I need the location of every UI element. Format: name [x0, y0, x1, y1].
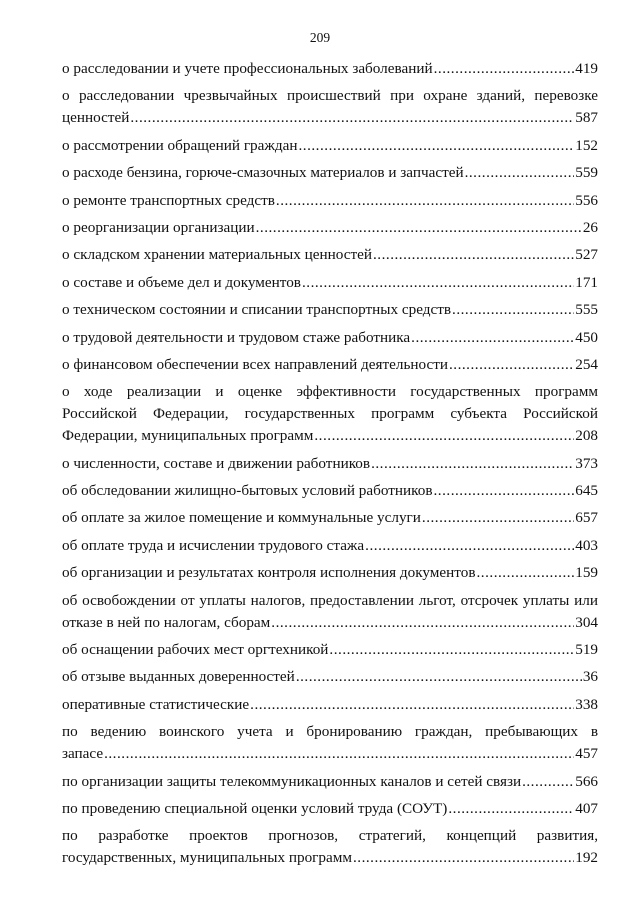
entry-text: о ремонте транспортных средств — [62, 191, 275, 209]
dot-leader — [276, 190, 574, 212]
index-entry — [62, 666, 598, 688]
entry-page-number: 657 — [575, 509, 598, 527]
entry-text: о реорганизации организации — [62, 218, 255, 236]
index-entry — [62, 354, 598, 376]
dot-leader — [353, 847, 574, 869]
entry-text-line: запасе — [62, 745, 104, 763]
entry-text-line: о ходе реализации и оценке эффективности государственных программ — [62, 383, 598, 401]
dot-leader — [329, 639, 574, 661]
dot-leader — [314, 425, 574, 447]
entry-text-line: Российской Федерации, государственных программ субъекта Российской — [62, 405, 598, 423]
entry-text: о техническом состоянии и списании транспортных средств — [62, 301, 452, 319]
dot-leader — [434, 58, 575, 80]
entry-text-line: Федерации, муниципальных программ — [62, 427, 314, 445]
dot-leader — [371, 453, 574, 475]
dot-leader — [296, 666, 582, 688]
index-entry — [62, 590, 598, 634]
index-entry — [62, 535, 598, 557]
entry-page-number: 407 — [575, 799, 598, 817]
entry-text-line: государственных, муниципальных программ — [62, 849, 352, 867]
entry-text-line: по ведению воинского учета и бронированию граждан, пребывающих в — [62, 723, 598, 741]
index-entry — [62, 327, 598, 349]
entry-last-line — [62, 847, 598, 869]
entry-page-number: 566 — [575, 772, 598, 790]
dot-leader — [256, 217, 582, 239]
index-entry — [62, 639, 598, 661]
entry-text-line: о расследовании чрезвычайных происшествий при охране зданий, перевозке — [62, 87, 598, 105]
dot-leader — [130, 107, 574, 129]
entry-text: о составе и объеме дел и документов — [62, 273, 301, 291]
dot-leader — [302, 272, 574, 294]
entry-page-number: 556 — [575, 191, 598, 209]
entry-text-line: отказе в ней по налогам, сборам — [62, 613, 271, 631]
dot-leader — [434, 480, 575, 502]
dot-leader — [465, 162, 575, 184]
entry-page-number: 559 — [575, 164, 598, 182]
index-entry — [62, 162, 598, 184]
index-entry — [62, 798, 598, 820]
entry-page-number: 587 — [575, 109, 598, 127]
entry-last-line — [62, 425, 598, 447]
entry-page-number: 457 — [575, 745, 598, 763]
index-entry — [62, 272, 598, 294]
dot-leader — [298, 135, 574, 157]
entry-text: по проведению специальной оценки условий труда (СОУТ) — [62, 799, 448, 817]
entry-page-number: 419 — [575, 60, 598, 77]
index-entry — [62, 507, 598, 529]
entry-text: об оснащении рабочих мест оргтехникой — [62, 641, 329, 659]
entry-text-line: по разработке проектов прогнозов, стратегий, концепций развития, — [62, 827, 598, 845]
entry-page-number: 527 — [575, 246, 598, 264]
dot-leader — [422, 507, 574, 529]
index-entry — [62, 381, 598, 447]
dot-leader — [373, 244, 574, 266]
index-entry — [62, 453, 598, 475]
dot-leader — [449, 354, 574, 376]
dot-leader — [452, 299, 574, 321]
entry-text: о трудовой деятельности и трудовом стаже работника — [62, 328, 411, 346]
dot-leader — [250, 694, 574, 716]
entry-page-number: 192 — [575, 849, 598, 867]
dot-leader — [522, 771, 574, 793]
entry-page-number: 338 — [575, 695, 598, 713]
subject-index — [62, 58, 598, 875]
entry-page-number: 304 — [575, 613, 598, 631]
index-entry — [62, 771, 598, 793]
entry-text: о рассмотрении обращений граждан — [62, 136, 298, 154]
entry-text: о численности, составе и движении работников — [62, 454, 371, 472]
entry-text: о расходе бензина, горюче-смазочных материалов и запчастей — [62, 164, 464, 182]
entry-page-number: 254 — [575, 355, 598, 373]
entry-text: о финансовом обеспечении всех направлений деятельности — [62, 355, 448, 373]
page-number: 209 — [309, 30, 331, 45]
entry-text: об оплате труда и исчислении трудового стажа — [62, 536, 365, 554]
dot-leader — [448, 798, 574, 820]
entry-page-number: 373 — [575, 454, 598, 472]
index-entry — [62, 480, 598, 502]
index-entry — [62, 299, 598, 321]
dot-leader — [104, 743, 574, 765]
entry-page-number: 208 — [575, 427, 598, 445]
entry-page-number: 36 — [582, 668, 598, 686]
entry-page-number: 450 — [575, 328, 598, 346]
entry-page-number: 152 — [575, 136, 598, 154]
entry-text-line: об освобождении от уплаты налогов, предоставлении льгот, отсрочек уплаты или — [62, 591, 598, 609]
dot-leader — [411, 327, 574, 349]
entry-text: оперативные статистические — [62, 695, 250, 713]
index-entry — [62, 58, 598, 80]
index-entry — [62, 244, 598, 266]
entry-text: об оплате за жилое помещение и коммунальные услуги — [62, 509, 421, 527]
entry-page-number: 26 — [582, 218, 598, 236]
entry-page-number: 519 — [575, 641, 598, 659]
index-entry — [62, 85, 598, 129]
index-entry — [62, 190, 598, 212]
entry-last-line — [62, 107, 598, 129]
entry-page-number: 159 — [575, 564, 598, 582]
entry-text: по организации защиты телекоммуникационных каналов и сетей связи — [62, 772, 522, 790]
entry-page-number: 403 — [575, 536, 598, 554]
dot-leader — [477, 562, 575, 584]
index-entry — [62, 721, 598, 765]
entry-text: об отзыве выданных доверенностей — [62, 668, 295, 686]
index-entry — [62, 825, 598, 869]
entry-last-line — [62, 612, 598, 634]
index-entry — [62, 562, 598, 584]
dot-leader — [271, 612, 574, 634]
entry-last-line — [62, 743, 598, 765]
entry-page-number: 171 — [575, 273, 598, 291]
dot-leader — [365, 535, 574, 557]
index-entry — [62, 694, 598, 716]
entry-page-number: 555 — [575, 301, 598, 319]
entry-text: о складском хранении материальных ценностей — [62, 246, 372, 264]
entry-text-line: ценностей — [62, 109, 130, 127]
index-entry — [62, 217, 598, 239]
entry-page-number: 645 — [575, 482, 598, 500]
entry-text: о расследовании и учете профессиональных заболеваний — [62, 60, 433, 77]
entry-text: об обследовании жилищно-бытовых условий работников — [62, 482, 433, 500]
index-entry — [62, 135, 598, 157]
entry-text: об организации и результатах контроля исполнения документов — [62, 564, 476, 582]
